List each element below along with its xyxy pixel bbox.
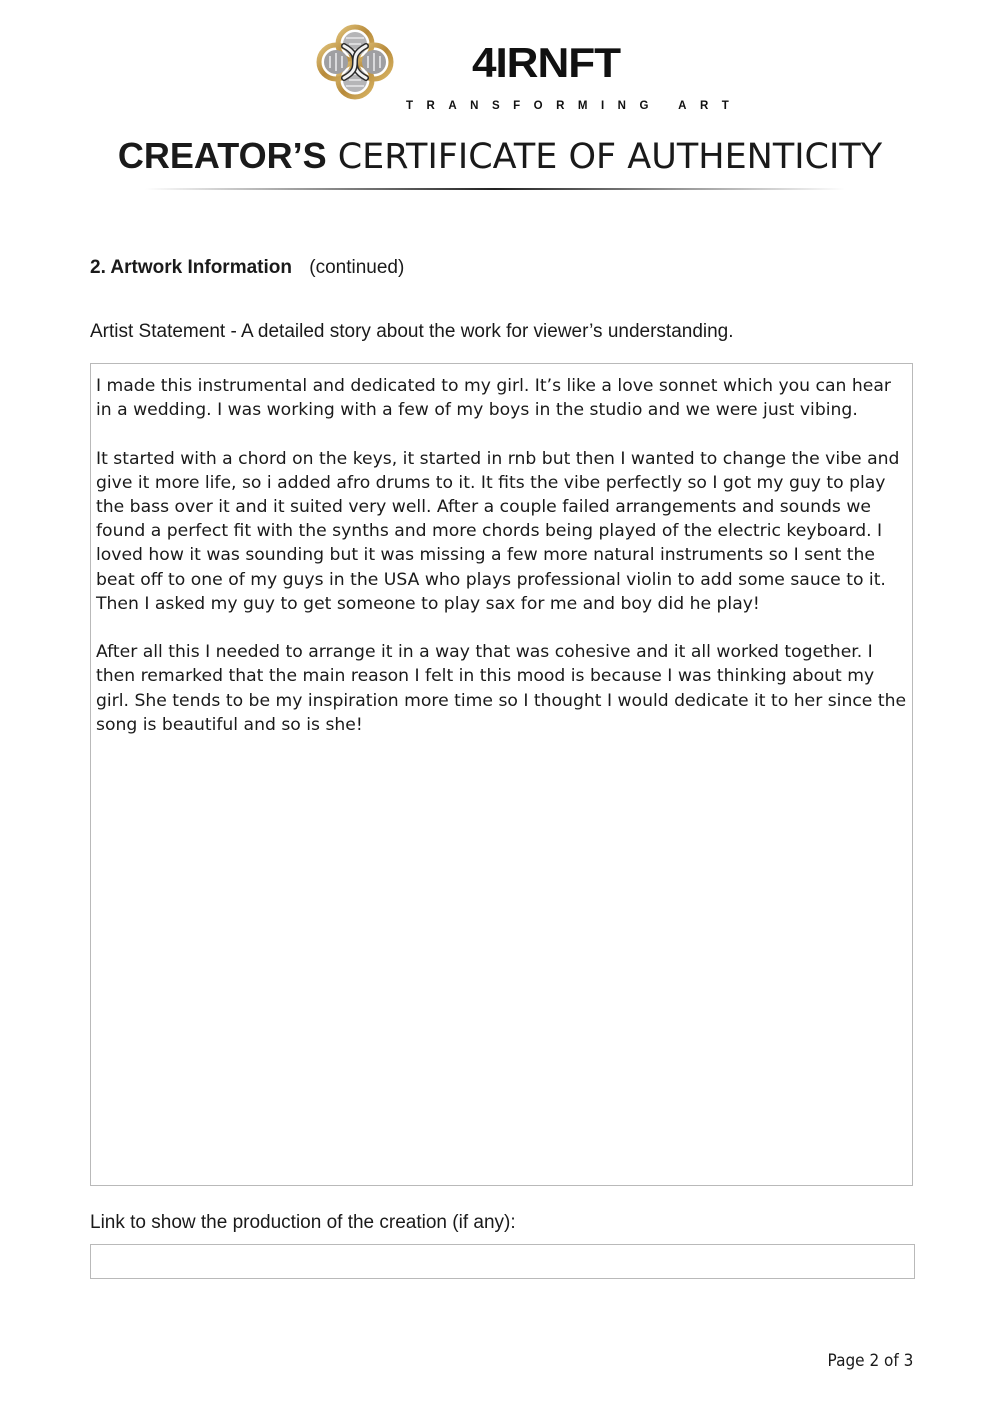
artist-statement-prompt: Artist Statement - A detailed story about the work for viewer’s understanding. xyxy=(90,321,734,342)
artist-statement-field[interactable] xyxy=(90,363,913,1186)
brand-tagline: TRANSFORMING ART xyxy=(406,100,743,112)
section-heading-suffix: (continued) xyxy=(309,257,405,278)
section-heading-title: 2. Artwork Information xyxy=(90,257,292,278)
production-link-label: Link to show the production of the creation (if any): xyxy=(90,1212,516,1233)
title-bold-part: CREATOR’S xyxy=(117,135,327,176)
statement-paragraph: After all this I needed to arrange it in a way that was cohesive and it all worked together. I then remarked that the main reason I felt in this mood is because I was thinking about my girl. She tends to be my inspiration more time so I thought I would dedicate it to her since the song is beautiful and so is she! xyxy=(96,642,907,735)
brand-name: 4IRNFT xyxy=(472,39,621,86)
statement-paragraph: It started with a chord on the keys, it started in rnb but then I wanted to change the vibe and give it more life, so i added afro drums to it. It fits the vibe perfectly so I got my guy to play the bass over it and it suited very well. After a couple failed arrangements and sounds we found a perfect fit with the synths and more chords being played of the electric keyboard. I loved how it was sounding but it was missing a few more natural instruments so I sent the beat off to one of my guys in the USA who plays professional violin to add some sauce to it. Then I asked my guy to get someone to play sax for me and boy did he play! xyxy=(96,448,900,614)
certificate-title xyxy=(0,132,1000,181)
section-heading xyxy=(90,256,404,280)
statement-paragraph: I made this instrumental and dedicated to my girl. It’s like a love sonnet which you can hear in a wedding. I was working with a few of my boys in the studio and we were just vibing. xyxy=(96,376,891,421)
infinity-knot-logo-icon xyxy=(316,22,394,102)
page-number: Page 2 of 3 xyxy=(827,1351,913,1371)
production-link-input[interactable] xyxy=(90,1244,915,1279)
brand-logo xyxy=(316,22,743,112)
title-divider xyxy=(145,186,845,192)
title-rest-part: CERTIFICATE OF AUTHENTICITY xyxy=(337,137,883,177)
